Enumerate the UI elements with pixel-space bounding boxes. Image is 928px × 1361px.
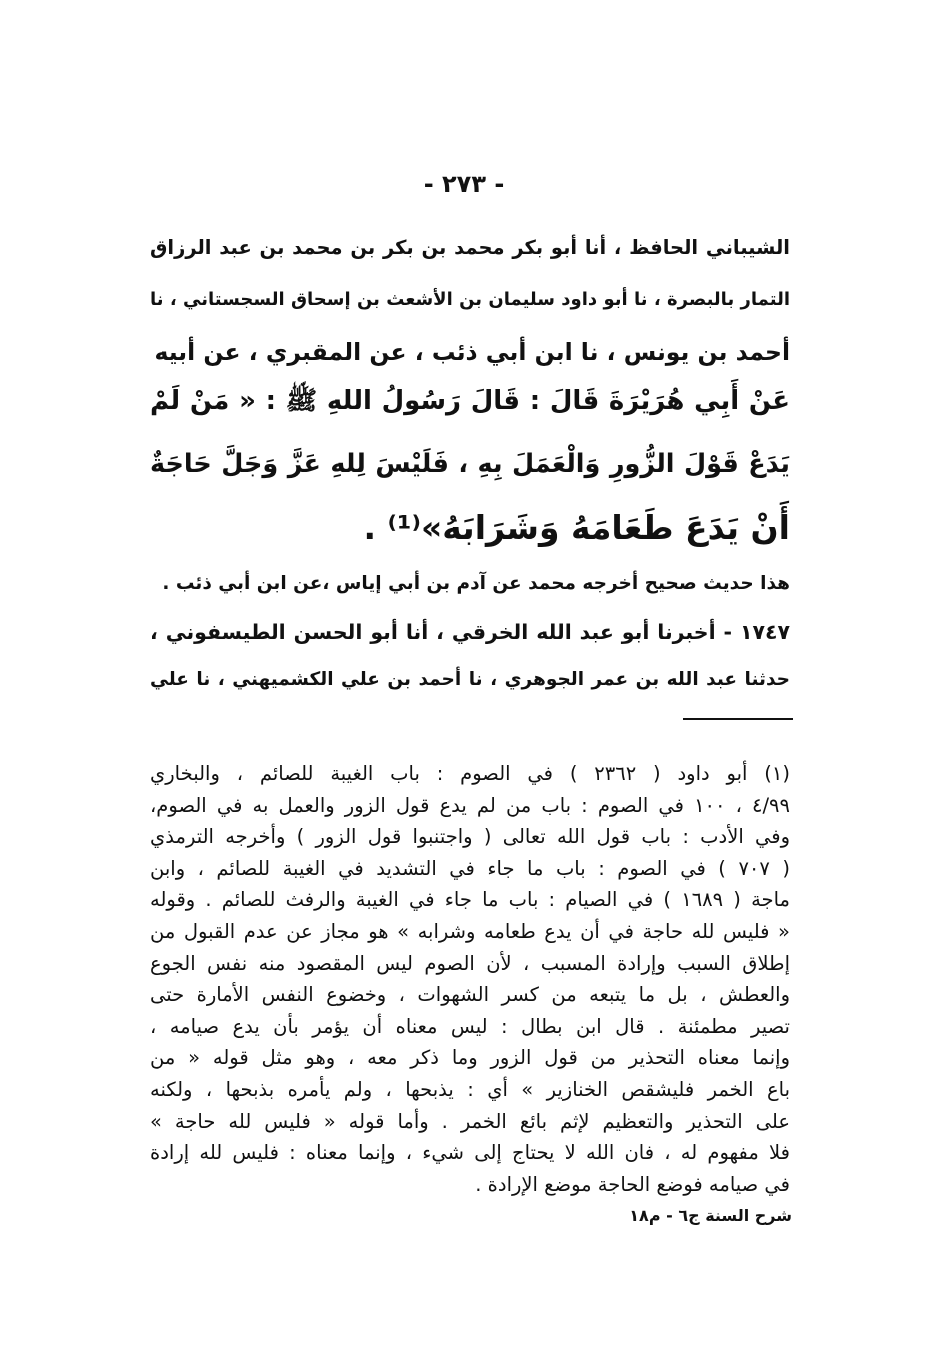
footnote-line: فلا مفهوم له ، فان الله لا يحتاج إلى شيء ، وإنما معناه : فليس لله إرادة (150, 1141, 790, 1165)
footnote-line: ماجة ( ١٦٨٩ ) في الصيام : باب ما جاء في الغيبة والرفث للصائم . وقوله (150, 888, 790, 912)
footnote-line: « فليس لله حاجة في أن يدع طعامه وشرابه » هو مجاز عن عدم القبول من (150, 919, 790, 943)
commentary-line: ١٧٤٧ - أخبرنا أبو عبد الله الخرقي ، أنا أبو الحسن الطيسفوني ، (150, 620, 790, 644)
footnote-line: على التحذير والتعظيم لإثم بائع الخمر . وأما قوله « فليس لله حاجة » (150, 1109, 790, 1133)
hadith-line: يَدَعْ قَوْلَ الزُّورِ وَالْعَمَلَ بِهِ ، فَلَيْسَ لِلهِ عَزَّ وَجَلَّ حَاجَةٌ (150, 449, 790, 479)
signature-mark: شرح السنة ج٦ - م١٨ (629, 1206, 792, 1225)
footnote-line: إطلاق السبب وإرادة المسبب ، لأن الصوم ليس المقصود منه نفس الجوع (150, 951, 790, 975)
isnad-line: التمار بالبصرة ، نا أبو داود سليمان بن الأشعث بن إسحاق السجستاني ، نا (150, 289, 790, 310)
hadith-text (150, 370, 790, 559)
hadith-line: عَنْ أَبِي هُرَيْرَةَ قَالَ : قَالَ رَسُولُ اللهِ ﷺ : « مَنْ لَمْ (150, 386, 790, 416)
footnote-line: (١) أبو داود ( ٢٣٦٢ ) في الصوم : باب الغيبة للصائم ، والبخاري (150, 762, 790, 785)
hadith-line: أَنْ يَدَعَ طَعَامَهُ وَشَرَابَهُ»⁽¹⁾ . (363, 508, 790, 547)
page-number: - ٢٧٣ - (423, 170, 505, 198)
footnote-line: ٤/٩٩ ، ١٠٠ في الصوم : باب من لم يدع قول الزور والعمل به في الصوم، (150, 793, 790, 817)
isnad-line: الشيباني الحافظ ، أنا أبو بكر محمد بن بكر بن محمد بن عبد الرزاق (150, 236, 790, 259)
isnad-block (150, 222, 790, 378)
footnote-line: في صيامه فوضع الحاجة موضع الإرادة . (475, 1172, 790, 1196)
footnote-line: ( ٧٠٧ ) في الصوم : باب ما جاء في التشديد في الغيبة للصائم ، وابن (150, 856, 790, 880)
commentary-block (150, 560, 790, 704)
footnote-line: تصير مطمئنة . قال ابن بطال : ليس معناه أن يؤمر بأن يدع صيامه ، (150, 1014, 790, 1038)
commentary-line: هذا حديث صحيح أخرجه محمد عن آدم بن أبي إياس ،عن ابن أبي ذئب . (162, 573, 790, 594)
footnote-divider (683, 718, 793, 720)
footnote-line: باع الخمر فليشقص الخنازير » أي : يذبحها ، ولم يأمره بذبحها ، ولكنه (150, 1077, 790, 1101)
footnote-line: وفي الأدب : باب قول الله تعالى ( واجتنبوا قول الزور ) وأخرجه الترمذي (150, 825, 790, 849)
footnote-line: وإنما معناه التحذير من قول الزور وما ذكر معه ، وهو مثل قوله « من (150, 1046, 790, 1070)
isnad-line: أحمد بن يونس ، نا ابن أبي ذئب ، عن المقبري ، عن أبيه (154, 338, 790, 366)
footnotes-block (150, 758, 790, 1200)
commentary-line: حدثنا عبد الله بن عمر الجوهري ، نا أحمد بن علي الكشميهني ، نا علي (150, 669, 790, 690)
footnote-line: والعطش ، بل ما يتبعه من كسر الشهوات ، وخضوع النفس الأمارة حتى (150, 983, 790, 1007)
